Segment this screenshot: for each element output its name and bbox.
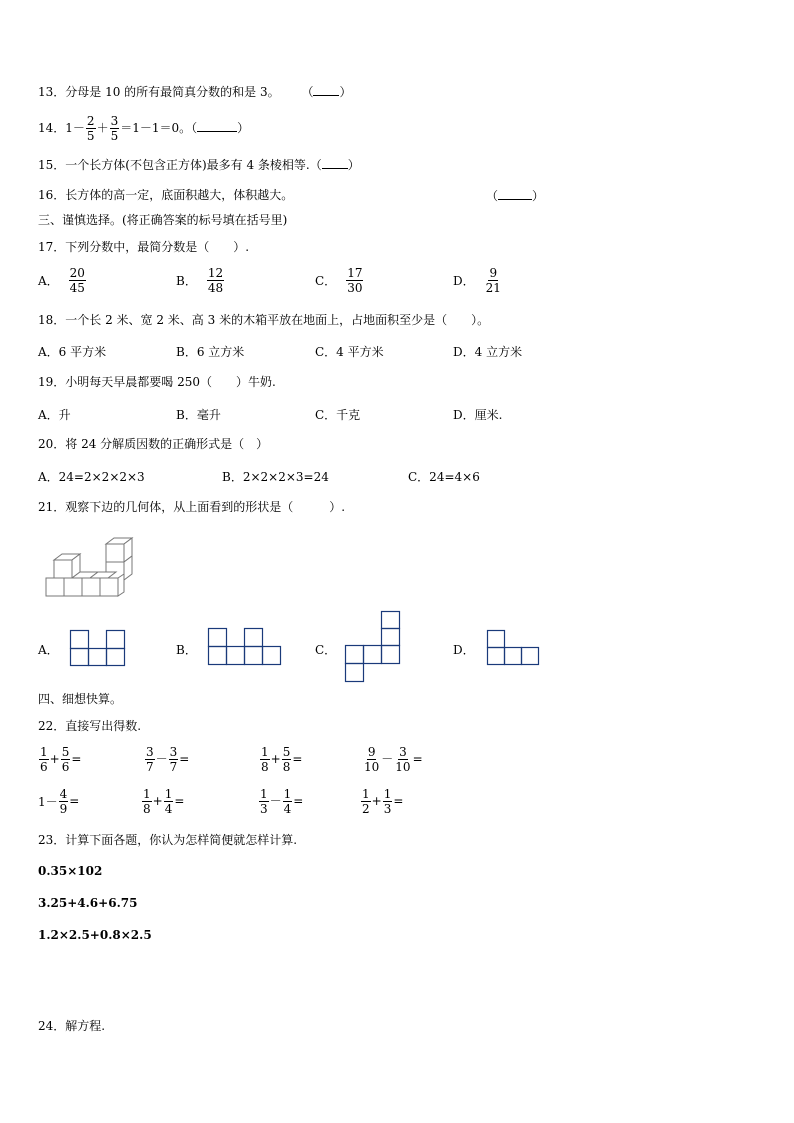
option-a[interactable]: A． $\frac{20}{45}$ — [38, 266, 85, 295]
question-text: 一个长方体(不包含正方体)最多有 4 条棱相等.（ — [65, 158, 322, 172]
fraction: $\frac{12}{48}$ — [207, 266, 224, 295]
calc-item: 1－ $\frac{4}{9}$ = — [38, 787, 80, 816]
question-23 — [38, 832, 297, 848]
question-text: 下列分数中，最简分数是（ ）. — [65, 240, 250, 254]
option-b[interactable]: B． $\frac{12}{48}$ — [176, 266, 224, 295]
option-a[interactable]: A． — [38, 643, 59, 657]
calc-item: $\frac{1}{8}$ + $\frac{1}{4}$ = — [143, 787, 185, 816]
cube-solid-figure — [46, 536, 136, 600]
option-a[interactable]: A．6 平方米 — [38, 345, 107, 359]
question-22 — [38, 718, 141, 734]
fraction: $\frac{9}{21}$ — [485, 266, 501, 295]
option-c-shape — [345, 611, 400, 682]
question-text: 将 24 分解质因数的正确形式是（ ） — [65, 437, 269, 451]
question-number: 20． — [38, 437, 66, 451]
question-number: 15． — [38, 158, 66, 172]
question-number: 13． — [38, 85, 66, 99]
question-14 — [38, 110, 249, 146]
paren-right: ） — [339, 85, 352, 99]
option-a[interactable]: A．升 — [38, 408, 71, 422]
question-number: 16． — [38, 188, 66, 202]
question-number: 19． — [38, 375, 66, 389]
question-number: 17． — [38, 240, 66, 254]
option-b[interactable]: B．毫升 — [176, 408, 221, 422]
expr-part: 1－ — [65, 121, 85, 135]
option-c[interactable]: C．4 平方米 — [315, 345, 384, 359]
option-d[interactable]: D． — [453, 643, 475, 657]
question-number: 24． — [38, 1019, 66, 1033]
calc-item: $\frac{9}{10}$ － $\frac{3}{10}$ = — [364, 745, 423, 774]
question-text: 计算下面各题，你认为怎样简便就怎样计算. — [65, 833, 298, 847]
option-c[interactable]: C． — [315, 643, 337, 657]
answer-blank[interactable] — [498, 187, 532, 200]
question-15 — [38, 156, 360, 173]
calc-item: $\frac{1}{3}$ － $\frac{1}{4}$ = — [260, 787, 304, 816]
calc-expression: 1.2×2.5+0.8×2.5 — [38, 928, 152, 942]
section-3-title: 三、谨慎选择。(将正确答案的标号填在括号里) — [38, 213, 288, 227]
question-number: 21． — [38, 500, 66, 514]
option-b[interactable]: B．6 立方米 — [176, 345, 245, 359]
question-text: 分母是 10 的所有最简真分数的和是 3。 — [65, 85, 280, 99]
question-16-answer: （ ） — [486, 189, 545, 203]
question-number: 18． — [38, 313, 66, 327]
calc-item: $\frac{1}{6}$ + $\frac{5}{6}$ = — [40, 745, 82, 774]
calc-expression: 3.25+4.6+6.75 — [38, 896, 138, 910]
question-number: 22． — [38, 719, 66, 733]
calc-item: $\frac{1}{8}$ + $\frac{5}{8}$ = — [261, 745, 303, 774]
answer-blank[interactable] — [197, 119, 237, 132]
question-text: 长方体的高一定，底面积越大，体积越大。 — [65, 188, 294, 202]
question-13 — [38, 83, 352, 100]
question-text: 一个长 2 米、宽 2 米、高 3 米的木箱平放在地面上，占地面积至少是（ ）。 — [65, 313, 490, 327]
option-a[interactable]: A．24=2×2×2×3 — [38, 470, 145, 484]
question-20 — [38, 436, 268, 452]
fraction: $\frac{20}{45}$ — [69, 266, 85, 295]
question-19 — [38, 374, 276, 390]
operator: ＋ — [96, 121, 109, 135]
question-18 — [38, 312, 489, 328]
question-number: 23． — [38, 833, 66, 847]
option-d[interactable]: D．厘米. — [453, 408, 503, 422]
option-c[interactable]: C． $\frac{17}{30}$ — [315, 266, 363, 295]
question-text: 小明每天早晨都要喝 250（ ）牛奶. — [65, 375, 276, 389]
question-number: 14． — [38, 121, 66, 135]
option-d[interactable]: D． $\frac{9}{21}$ — [453, 266, 501, 295]
fraction: $\frac{3}{5}$ — [110, 114, 119, 143]
question-16 — [38, 187, 293, 203]
question-text: 观察下边的几何体，从上面看到的形状是（ ）. — [65, 500, 346, 514]
question-text: 解方程. — [65, 1019, 106, 1033]
option-c[interactable]: C．千克 — [315, 408, 361, 422]
paren-left: （ — [301, 85, 314, 99]
fraction: $\frac{2}{5}$ — [86, 114, 95, 143]
fraction: $\frac{17}{30}$ — [347, 266, 363, 295]
question-17 — [38, 239, 249, 255]
section-4-title: 四、细想快算。 — [38, 692, 123, 706]
calc-item: $\frac{3}{7}$ － $\frac{3}{7}$ = — [146, 745, 190, 774]
option-c[interactable]: C．24=4×6 — [408, 470, 480, 484]
calc-expression: 0.35×102 — [38, 864, 103, 878]
question-text: 直接写出得数. — [65, 719, 142, 733]
option-d-shape — [487, 630, 541, 666]
expr-part: ＝1－1＝0。（ — [120, 121, 198, 135]
paren-right: ） — [237, 121, 250, 135]
option-a-shape — [70, 630, 125, 666]
option-b[interactable]: B．2×2×2×3=24 — [222, 470, 329, 484]
answer-blank[interactable] — [313, 83, 339, 96]
option-d[interactable]: D．4 立方米 — [453, 345, 523, 359]
option-b-shape — [208, 628, 281, 665]
answer-blank[interactable] — [322, 156, 348, 169]
paren-right: ） — [347, 158, 360, 172]
option-b[interactable]: B． — [176, 643, 197, 657]
calc-item: $\frac{1}{2}$ + $\frac{1}{3}$ = — [362, 787, 404, 816]
question-21 — [38, 499, 345, 515]
question-24 — [38, 1018, 105, 1034]
